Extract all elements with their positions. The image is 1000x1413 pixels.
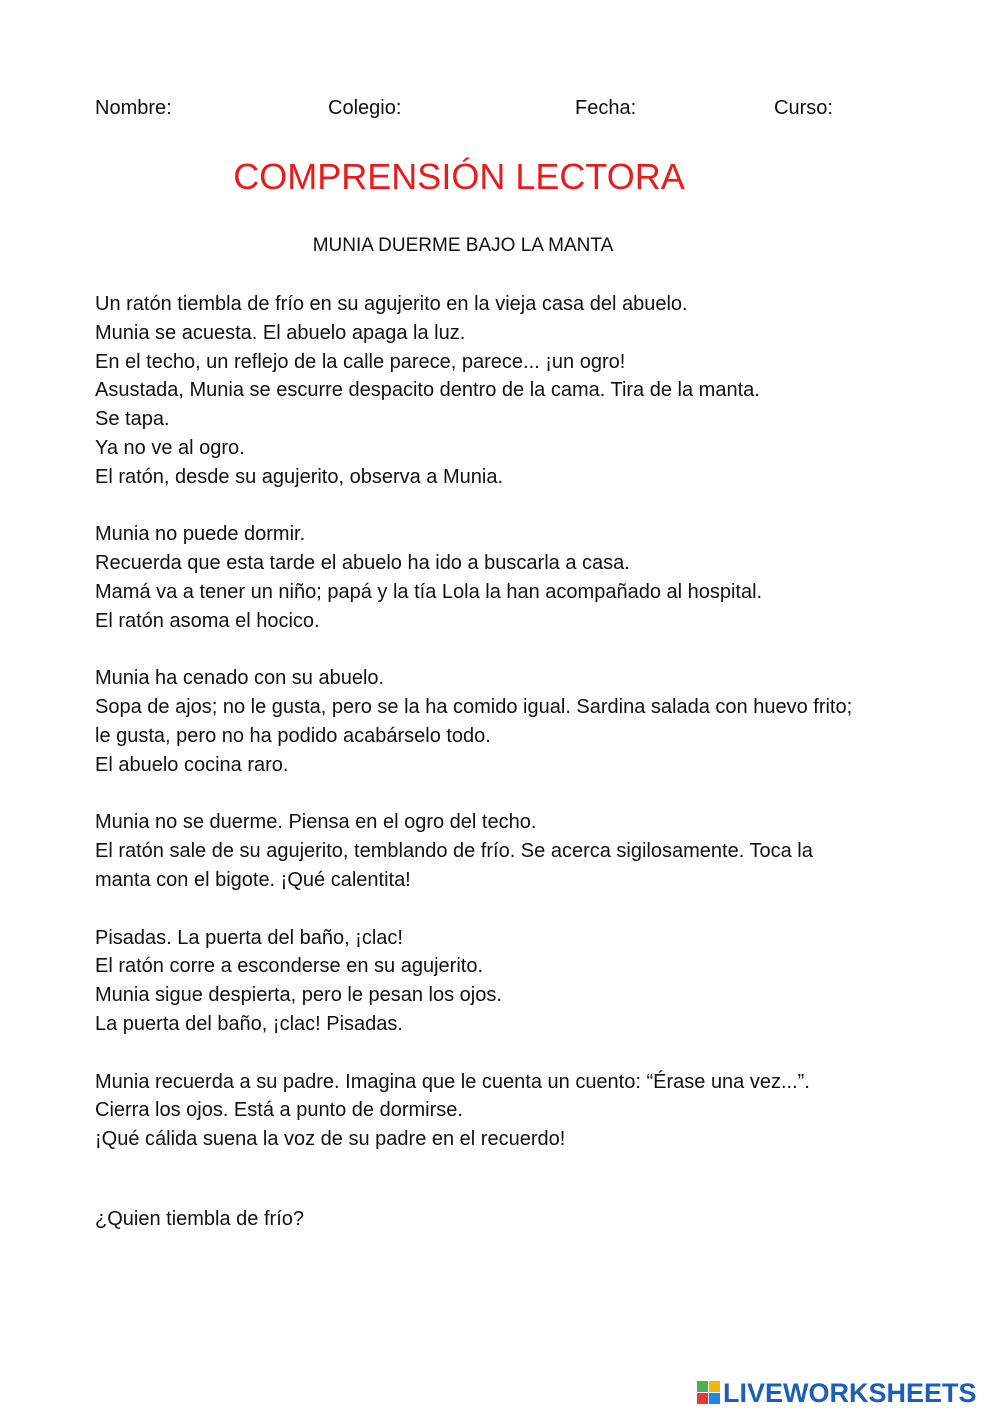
- question-1: ¿Quien tiembla de frío?: [95, 1208, 304, 1230]
- story-line: manta con el bigote. ¡Qué calentita!: [95, 868, 411, 891]
- paragraph-6: [95, 1068, 915, 1154]
- paragraph-gap: [95, 636, 915, 665]
- story-line: Se tapa.: [95, 408, 170, 431]
- paragraph-5: [95, 924, 915, 1039]
- fecha-label: Fecha:: [575, 97, 637, 119]
- story-line: En el techo, un reflejo de la calle parece, parece... ¡un ogro!: [95, 350, 626, 373]
- story-line: El ratón sale de su agujerito, temblando de frío. Se acerca sigilosamente. Toca la: [95, 840, 813, 863]
- story-line: Sopa de ajos; no le gusta, pero se la ha comido igual. Sardina salada con huevo frito;: [95, 696, 853, 719]
- story-line: Munia no puede dormir.: [95, 523, 306, 546]
- paragraph-gap: [95, 492, 915, 521]
- paragraph-4: [95, 808, 915, 894]
- story-title: MUNIA DUERME BAJO LA MANTA: [312, 235, 614, 256]
- story-line: El ratón corre a esconderse en su agujerito.: [95, 955, 483, 978]
- curso-label: Curso:: [774, 97, 833, 119]
- paragraph-1: [95, 290, 915, 492]
- story-line: Munia no se duerme. Piensa en el ogro del techo.: [95, 811, 537, 834]
- story-line: Ya no ve al ogro.: [95, 436, 245, 459]
- story-line: le gusta, pero no ha podido acabárselo todo.: [95, 724, 491, 747]
- story-line: Cierra los ojos. Está a punto de dormirse.: [95, 1099, 463, 1122]
- nombre-label: Nombre:: [95, 97, 172, 119]
- story-line: Munia se acuesta. El abuelo apaga la luz.: [95, 321, 466, 344]
- story-line: Mamá va a tener un niño; papá y la tía Lola la han acompañado al hospital.: [95, 580, 763, 603]
- paragraph-3: [95, 664, 915, 779]
- story-line: Pisadas. La puerta del baño, ¡clac!: [95, 926, 403, 949]
- paragraph-gap: [95, 1039, 915, 1068]
- story-line: Munia sigue despierta, pero le pesan los ojos.: [95, 984, 502, 1007]
- liveworksheets-logo-icon: [697, 1381, 721, 1405]
- student-info-header: [95, 97, 895, 123]
- story-line: Munia ha cenado con su abuelo.: [95, 667, 385, 690]
- colegio-label: Colegio:: [328, 97, 402, 119]
- logo-square-blue: [709, 1393, 720, 1404]
- liveworksheets-brand: [697, 1376, 977, 1410]
- logo-square-green: [697, 1381, 708, 1392]
- paragraph-2: [95, 520, 915, 635]
- story-line: ¡Qué cálida suena la voz de su padre en el recuerdo!: [95, 1128, 566, 1151]
- brand-name: LIVEWORKSHEETS: [723, 1377, 977, 1408]
- story-line: El ratón asoma el hocico.: [95, 609, 320, 632]
- story-line: El abuelo cocina raro.: [95, 753, 289, 776]
- story-line: Recuerda que esta tarde el abuelo ha ido a buscarla a casa.: [95, 552, 630, 575]
- story-line: Un ratón tiembla de frío en su agujerito en la vieja casa del abuelo.: [95, 293, 688, 315]
- story-line: El ratón, desde su agujerito, observa a Munia.: [95, 465, 504, 488]
- story-line: Asustada, Munia se escurre despacito dentro de la cama. Tira de la manta.: [95, 379, 760, 402]
- story-line: Munia recuerda a su padre. Imagina que le cuenta un cuento: “Érase una vez...”.: [95, 1070, 810, 1093]
- paragraph-gap: [95, 895, 915, 924]
- story-line: La puerta del baño, ¡clac! Pisadas.: [95, 1012, 403, 1035]
- logo-square-yellow: [709, 1381, 720, 1392]
- worksheet-title: COMPRENSIÓN LECTORA: [233, 156, 685, 197]
- paragraph-gap: [95, 780, 915, 809]
- story-text: [95, 290, 915, 1154]
- logo-square-red: [697, 1393, 708, 1404]
